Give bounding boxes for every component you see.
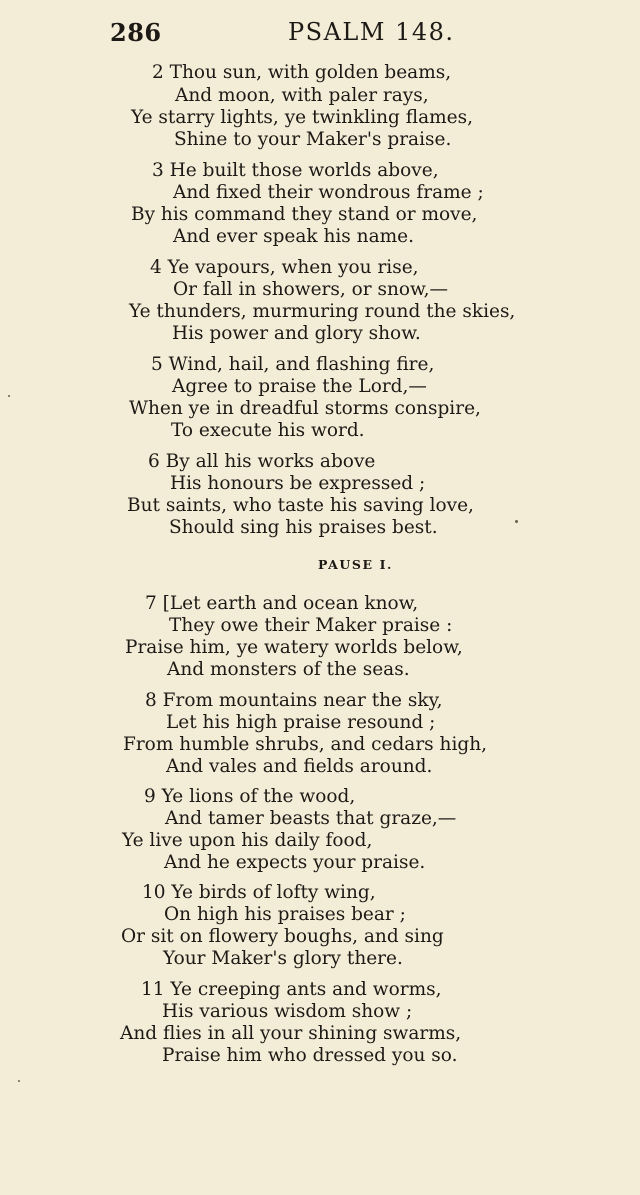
verse-line: 10 Ye birds of lofty wing, [142,882,376,903]
verse-line: 6 By all his works above [148,451,376,472]
verse-line: Or fall in showers, or snow,— [173,279,449,300]
paper-speck [18,1080,20,1082]
verse-line: When ye in dreadful storms conspire, [129,398,481,419]
verse-line: 9 Ye lions of the wood, [144,786,356,807]
verse-line: And vales and fields around. [166,756,433,777]
verse-line: From humble shrubs, and cedars high, [123,734,488,755]
verse-line: And he expects your praise. [164,852,426,873]
verse-line: And moon, with paler rays, [175,85,429,106]
verse-line: Agree to praise the Lord,— [172,376,427,397]
running-title: PSALM 148. [288,18,455,46]
verse-line: Let his high praise resound ; [166,712,436,733]
verse-line: Should sing his praises best. [169,517,438,538]
verse-line: By his command they stand or move, [131,204,478,225]
verse-line: And tamer beasts that graze,— [165,808,457,829]
verse-line: Shine to your Maker's praise. [174,129,452,150]
verse-line: Or sit on flowery boughs, and sing [121,926,444,947]
verse-line: His various wisdom show ; [162,1001,413,1022]
verse-line: 5 Wind, hail, and flashing fire, [151,354,435,375]
verse-line: And ever speak his name. [173,226,414,247]
page-number: 286 [110,18,162,47]
verse-line: On high his praises bear ; [164,904,406,925]
verse-line: His honours be expressed ; [170,473,426,494]
verse-line: And flies in all your shining swarms, [120,1023,462,1044]
verse-line: Praise him, ye watery worlds below, [125,637,463,658]
verse-line: 8 From mountains near the sky, [145,690,443,711]
verse-line: His power and glory show. [172,323,421,344]
verse-line: And monsters of the seas. [167,659,410,680]
verse-line: Ye live upon his daily food, [122,830,373,851]
paper-speck [515,520,518,523]
verse-line: 3 He built those worlds above, [152,160,439,181]
verse-line: Ye starry lights, ye twinkling flames, [131,107,473,128]
verse-line: But saints, who taste his saving love, [127,495,474,516]
verse-line: And fixed their wondrous frame ; [173,182,484,203]
verse-line: Ye thunders, murmuring round the skies, [129,301,516,322]
verse-line: 11 Ye creeping ants and worms, [141,979,442,1000]
page-header [0,18,640,48]
verse-line: Praise him who dressed you so. [162,1045,458,1066]
verse-line: 7 [Let earth and ocean know, [145,593,419,614]
verse-line: 4 Ye vapours, when you rise, [150,257,419,278]
pause-heading: PAUSE I. [318,557,393,572]
verse-line: They owe their Maker praise : [169,615,453,636]
verse-line: 2 Thou sun, with golden beams, [152,62,452,83]
paper-speck [8,395,10,397]
verse-line: To execute his word. [171,420,365,441]
verse-line: Your Maker's glory there. [163,948,403,969]
